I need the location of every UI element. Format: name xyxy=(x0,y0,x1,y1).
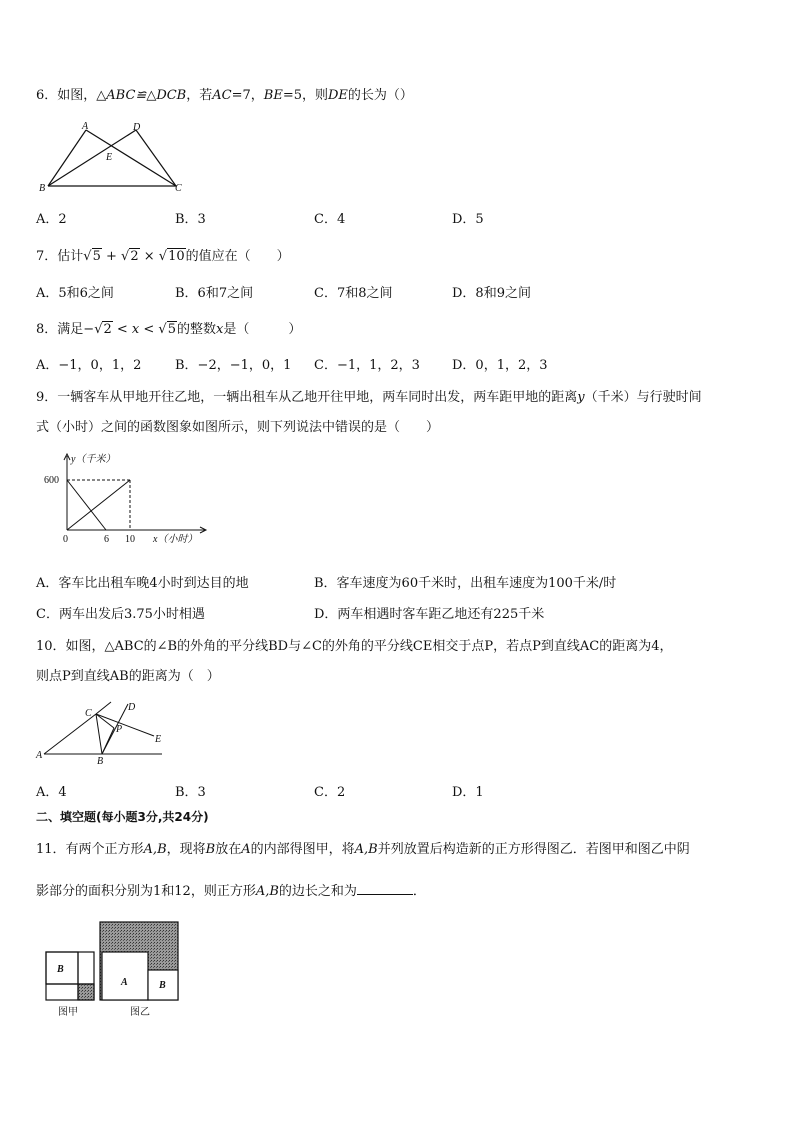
q6-label-d: D xyxy=(133,122,141,133)
q10-label-e: E xyxy=(155,734,162,745)
q6-label-e: E xyxy=(106,152,113,163)
q6-label-b: B xyxy=(39,183,46,194)
q10-stem-line2: 则点P到直线AB的距离为（ ） xyxy=(36,669,220,684)
q9-ylabel: y（千米） xyxy=(71,454,116,465)
q7-option-c[interactable]: C．7和8之间 xyxy=(314,286,393,301)
q6-option-c[interactable]: C．4 xyxy=(314,212,346,227)
answer-blank[interactable] xyxy=(357,882,413,895)
q11-caption-yi: 图乙 xyxy=(130,1007,150,1018)
q11-stem-line1: 11．有两个正方形A,B，现将B放在A的内部得图甲，将A,B并列放置后构造新的正方形得图乙．若图甲和图乙中阴 xyxy=(36,842,690,857)
sqrt-symbol: √5 xyxy=(158,322,176,337)
q7-option-a[interactable]: A．5和6之间 xyxy=(36,286,114,301)
q9-option-b[interactable]: B．客车速度为60千米时，出租车速度为100千米/时 xyxy=(314,576,617,591)
q6-label-c: C xyxy=(175,183,182,194)
q10-option-a[interactable]: A．4 xyxy=(36,785,67,800)
q9-x10: 10 xyxy=(125,534,135,545)
q6-stem: 6．如图，△ABC≌△DCB，若AC=7，BE=5，则DE的长为（） xyxy=(36,88,413,103)
q11-fig2-label-a: A xyxy=(121,977,128,988)
sqrt-symbol: √5 xyxy=(83,249,101,264)
q9-x0: 0 xyxy=(63,534,68,545)
q8-option-b[interactable]: B．−2，−1，0，1 xyxy=(175,358,292,373)
q11-fig2-label-b: B xyxy=(159,980,166,991)
q10-label-d: D xyxy=(128,702,136,713)
q10-option-c[interactable]: C．2 xyxy=(314,785,346,800)
q7-stem: 7．估计√5 + √2 × √10的值应在（ ） xyxy=(36,249,290,264)
sqrt-symbol: √2 xyxy=(94,322,112,337)
q6-figure xyxy=(36,120,196,196)
q11-fig1-label-b: B xyxy=(57,964,64,975)
q7-option-d[interactable]: D．8和9之间 xyxy=(452,286,531,301)
q9-stem-line1: 9．一辆客车从甲地开往乙地，一辆出租车从乙地开往甲地，两车同时出发，两车距甲地的距离y（千米）与行驶时间 xyxy=(36,390,702,405)
q10-option-b[interactable]: B．3 xyxy=(175,785,206,800)
q9-y600: 600 xyxy=(44,475,59,486)
q6-label-a: A xyxy=(82,121,89,132)
section-heading: 二、填空题(每小题3分,共24分) xyxy=(36,810,209,824)
q10-label-c: C xyxy=(85,708,92,719)
q9-option-d[interactable]: D．两车相遇时客车距乙地还有225千米 xyxy=(314,607,545,622)
q10-option-d[interactable]: D．1 xyxy=(452,785,484,800)
q8-option-c[interactable]: C．−1，1，2，3 xyxy=(314,358,420,373)
q8-option-a[interactable]: A．−1，0，1，2 xyxy=(36,358,142,373)
q9-x6: 6 xyxy=(104,534,109,545)
q6-option-a[interactable]: A．2 xyxy=(36,212,67,227)
q9-graph xyxy=(40,450,220,550)
q10-stem-line1: 10．如图，△ABC的∠B的外角的平分线BD与∠C的外角的平分线CE相交于点P，若点P到直线AC的距离为4， xyxy=(36,639,673,654)
q10-label-a: A xyxy=(36,750,43,761)
q11-stem-line2: 影部分的面积分别为1和12，则正方形A,B的边长之和为 ． xyxy=(36,884,426,899)
q10-label-p: P xyxy=(116,724,123,735)
q10-figure xyxy=(36,698,176,768)
q9-xlabel: x（小时） xyxy=(153,534,198,545)
q11-caption-jia: 图甲 xyxy=(58,1007,78,1018)
q6-option-b[interactable]: B．3 xyxy=(175,212,206,227)
q9-option-a[interactable]: A．客车比出租车晚4小时到达目的地 xyxy=(36,576,249,591)
q10-label-b: B xyxy=(97,756,104,767)
sqrt-symbol: √2 xyxy=(121,249,139,264)
sqrt-symbol: √10 xyxy=(158,249,185,264)
q9-option-c[interactable]: C．两车出发后3.75小时相遇 xyxy=(36,607,205,622)
q8-option-d[interactable]: D．0，1，2，3 xyxy=(452,358,548,373)
q7-option-b[interactable]: B．6和7之间 xyxy=(175,286,254,301)
q8-stem: 8．满足−√2 < x < √5的整数x是（ ） xyxy=(36,322,302,337)
q11-figure xyxy=(40,918,190,1018)
q6-option-d[interactable]: D．5 xyxy=(452,212,484,227)
q9-stem-line2: 式（小时）之间的函数图象如图所示，则下列说法中错误的是（ ） xyxy=(36,420,440,435)
